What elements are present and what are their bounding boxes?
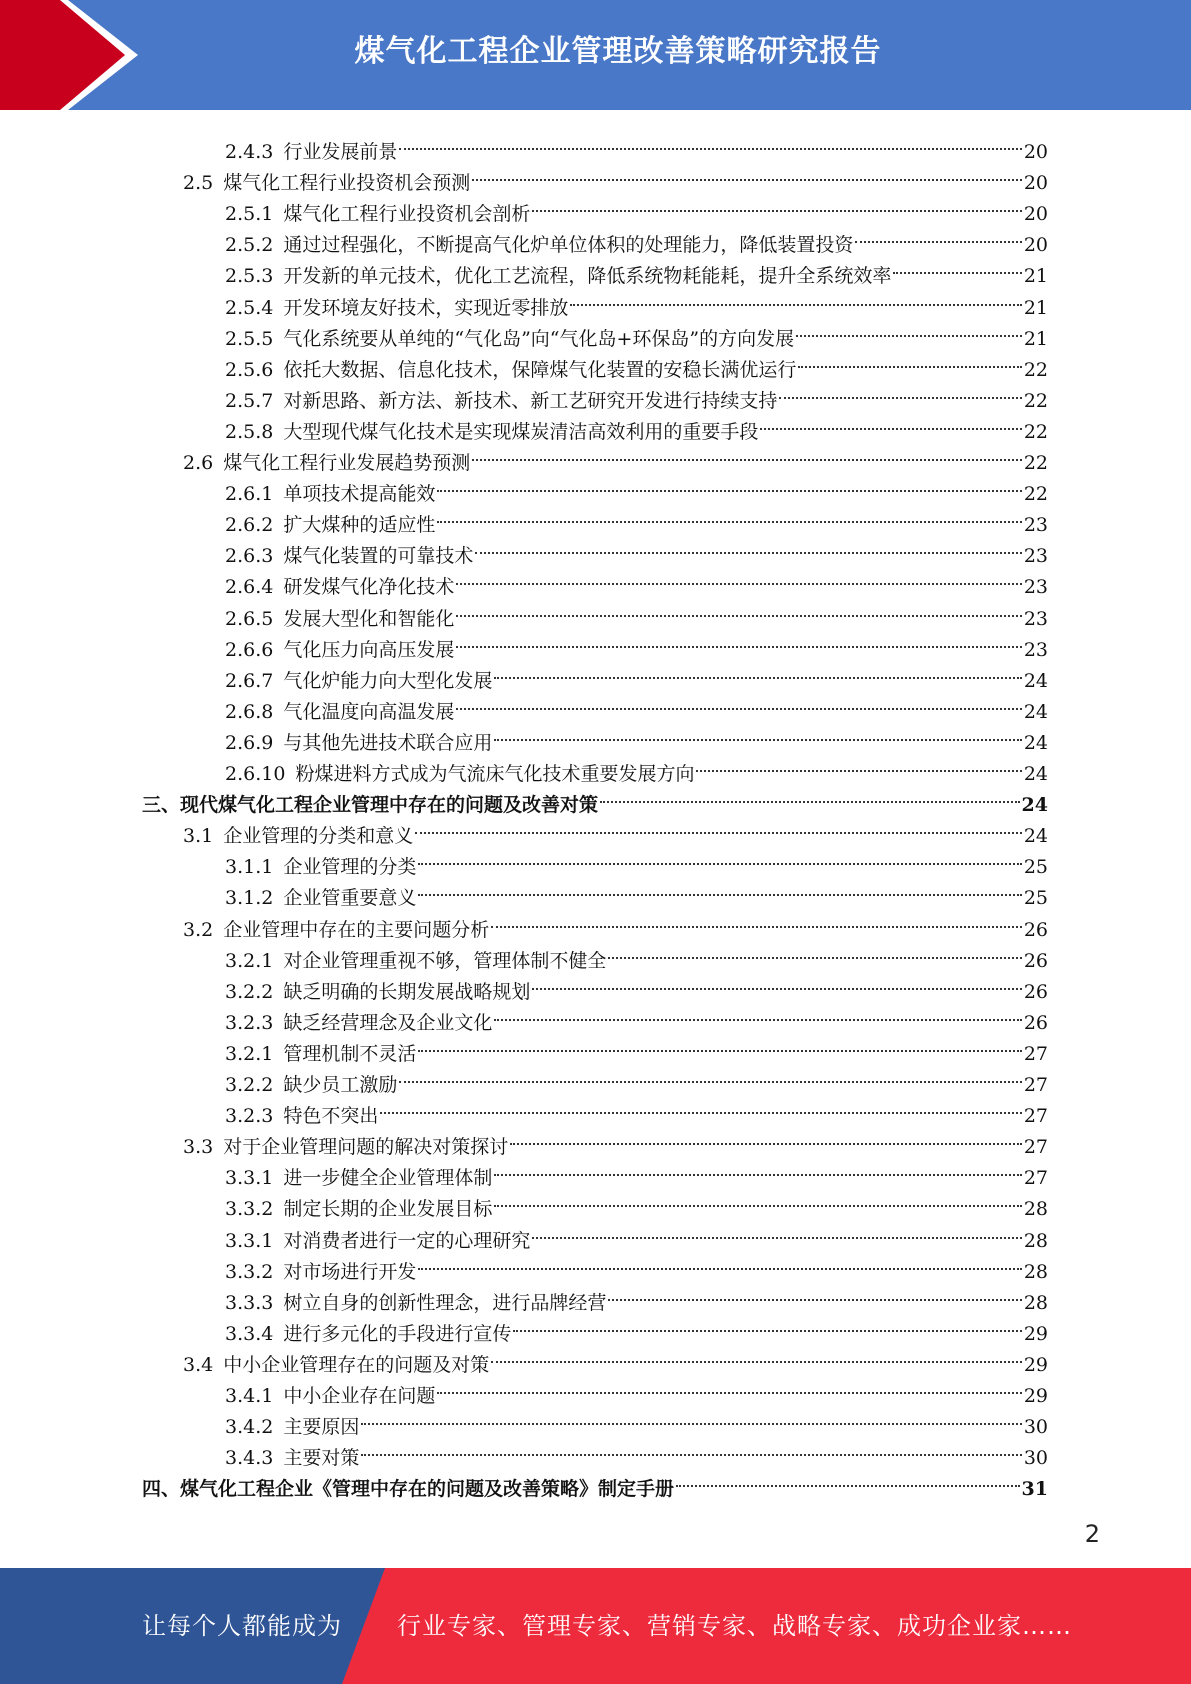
toc-dot-leader [456,625,1021,656]
toc-entry-number: 3.3.2 [225,1198,274,1221]
toc-subsection-entry[interactable] [225,407,1048,443]
toc-dot-leader [532,1216,1021,1247]
toc-dot-leader [510,1122,1022,1153]
toc-entry-number: 3.4.3 [225,1447,274,1470]
toc-dot-leader [418,1247,1021,1278]
toc-subsection-entry[interactable] [225,1402,1048,1439]
toc-entry-title: 煤气化工程行业投资机会剖析 [283,203,531,226]
toc-subsection-entry[interactable] [225,469,1048,506]
toc-subsection-entry[interactable] [225,718,1048,754]
toc-dot-leader [472,438,1022,469]
toc-entry-page: 22 [1023,358,1048,381]
toc-entry-number: 2.6.7 [225,669,274,692]
toc-entry-number: 3.3.4 [225,1322,274,1345]
toc-entry-number: 3.3.3 [225,1291,274,1314]
toc-section-entry[interactable] [183,158,1048,195]
toc-subsection-entry[interactable] [225,1433,1048,1470]
toc-entry-number: 2.5.7 [225,389,274,412]
toc-subsection-entry[interactable] [225,1060,1048,1096]
toc-entry-page: 29 [1023,1322,1048,1345]
toc-entry-title: 煤气化装置的可靠技术 [283,545,474,568]
toc-entry-number: 2.5.3 [225,265,274,288]
toc-entry-page: 24 [1021,794,1048,817]
toc-entry-title: 对于企业管理问题的解决对策探讨 [223,1136,509,1159]
toc-entry-title: 粉煤进料方式成为气流床气化技术重要发展方向 [295,763,695,785]
toc-entry-page: 20 [1023,234,1048,257]
toc-dot-leader [494,656,1021,687]
toc-entry-number: 2.5.1 [225,203,274,226]
toc-chapter-entry[interactable] [142,780,1048,817]
toc-entry-title: 气化系统要从单纯的“气化岛”向“气化岛+环保岛”的方向发展 [283,327,795,350]
footer-slogan-left: 让每个人都能成为 [142,1612,342,1640]
toc-entry-title: 缺乏明确的长期发展战略规划 [283,980,531,1003]
toc-entry-page: 21 [1023,296,1048,319]
toc-entry-page: 21 [1023,327,1048,350]
toc-subsection-entry[interactable] [225,749,1048,785]
toc-entry-number: 2.6.8 [225,700,274,723]
toc-subsection-entry[interactable] [225,594,1048,630]
toc-dot-leader [696,749,1021,780]
toc-entry-number: 2.6.9 [225,731,274,754]
toc-entry-number: 2.6.2 [225,514,274,537]
toc-dot-leader [494,1153,1021,1184]
toc-entry-page: 26 [1023,949,1048,972]
toc-subsection-entry[interactable] [225,842,1048,879]
toc-section-entry[interactable] [183,1340,1048,1376]
toc-entry-number: 3.2.1 [225,949,274,972]
toc-entry-title: 依托大数据、信息化技术，保障煤气化装置的安稳长满优运行 [283,358,797,381]
toc-entry-page: 29 [1023,1353,1048,1376]
toc-dot-leader [676,1464,1020,1495]
toc-subsection-entry[interactable] [225,562,1048,599]
toc-subsection-entry[interactable] [225,376,1048,412]
toc-entry-page: 27 [1023,1042,1048,1065]
toc-entry-page: 27 [1023,1105,1048,1128]
toc-entry-title: 与其他先进技术联合应用 [283,731,493,754]
toc-entry-page: 21 [1023,265,1048,288]
toc-entry-page: 24 [1023,700,1048,723]
toc-entry-number: 3.4.1 [225,1385,274,1407]
toc-entry-title: 中小企业存在问题 [283,1385,436,1407]
toc-subsection-entry[interactable] [225,936,1048,972]
toc-dot-leader [472,158,1022,189]
toc-entry-number: 2.6.4 [225,576,274,599]
toc-entry-page: 22 [1023,452,1048,474]
toc-dot-leader [608,1278,1021,1309]
toc-entry-number: 2.5.2 [225,234,274,257]
toc-dot-leader [532,967,1021,998]
toc-entry-number: 2.6 [183,452,214,474]
toc-entry-page: 24 [1023,825,1048,848]
toc-entry-number: 2.5.4 [225,296,274,319]
toc-dot-leader [399,1060,1021,1091]
toc-dot-leader [491,905,1022,936]
toc-entry-page: 31 [1021,1478,1048,1501]
toc-entry-title: 煤气化工程行业发展趋势预测 [223,452,471,474]
toc-entry-page: 28 [1023,1198,1048,1221]
toc-section-entry[interactable] [183,1122,1048,1159]
toc-entry-number: 3.1.1 [225,856,274,879]
toc-dot-leader [796,314,1022,345]
toc-subsection-entry[interactable] [225,314,1048,350]
toc-dot-leader [570,283,1021,314]
toc-dot-leader [893,251,1021,282]
toc-entry-title: 缺少员工激励 [283,1074,398,1096]
toc-entry-number: 3.1 [183,825,214,848]
toc-subsection-entry[interactable] [225,998,1048,1034]
toc-entry-title: 气化温度向高温发展 [283,700,455,723]
toc-entry-number: 四、 [142,1478,181,1501]
toc-dot-leader [380,1091,1021,1122]
toc-dot-leader [513,1309,1021,1340]
toc-section-entry[interactable] [183,811,1048,848]
toc-entry-page: 30 [1023,1416,1048,1439]
toc-entry-page: 24 [1023,731,1048,754]
toc-entry-page: 23 [1023,545,1048,568]
toc-entry-title: 企业管理的分类和意义 [223,825,414,848]
toc-entry-number: 2.5.5 [225,327,274,350]
toc-entry-page: 23 [1023,607,1048,630]
toc-entry-number: 3.3 [183,1136,214,1159]
toc-dot-leader [494,998,1021,1029]
toc-subsection-entry[interactable] [225,1247,1048,1283]
toc-dot-leader [456,594,1021,625]
toc-entry-number: 2.6.1 [225,483,274,506]
toc-subsection-entry[interactable] [225,127,1048,163]
toc-entry-page: 25 [1023,887,1048,910]
toc-entry-title: 煤气化工程企业《管理中存在的问题及改善策略》制定手册 [180,1478,675,1501]
toc-entry-number: 3.3.1 [225,1229,274,1252]
toc-entry-title: 气化炉能力向大型化发展 [283,669,493,692]
toc-entry-number: 2.5.8 [225,420,274,443]
toc-entry-title: 企业管理的分类 [283,856,417,879]
toc-entry-title: 开发环境友好技术，实现近零排放 [283,296,569,319]
toc-entry-number: 2.5 [183,172,214,195]
toc-subsection-entry[interactable] [225,1278,1048,1314]
toc-entry-page: 20 [1023,172,1048,195]
toc-subsection-entry[interactable] [225,251,1048,288]
toc-entry-title: 制定长期的企业发展目标 [283,1198,493,1221]
toc-dot-leader [437,1371,1021,1402]
toc-entry-title: 研发煤气化净化技术 [283,576,455,599]
toc-entry-number: 3.1.2 [225,887,274,910]
toc-entry-title: 中小企业管理存在的问题及对策 [223,1353,490,1376]
page-header [0,0,1191,110]
toc-entry-page: 20 [1023,203,1048,226]
toc-subsection-entry[interactable] [225,1371,1048,1407]
toc-subsection-entry[interactable] [225,1216,1048,1252]
toc-dot-leader [532,189,1021,220]
toc-entry-title: 行业发展前景 [283,141,398,163]
toc-entry-number: 2.6.10 [225,763,286,785]
toc-subsection-entry[interactable] [225,345,1048,381]
toc-dot-leader [437,469,1021,500]
toc-entry-page: 27 [1023,1136,1048,1159]
toc-dot-leader [600,780,1020,811]
toc-entry-title: 进行多元化的手段进行宣传 [283,1322,512,1345]
toc-entry-number: 3.2.2 [225,980,274,1003]
toc-entry-title: 发展大型化和智能化 [283,607,455,630]
toc-entry-page: 23 [1023,514,1048,537]
page-footer [0,1568,1191,1684]
toc-entry-title: 管理机制不灵活 [283,1042,417,1065]
toc-entry-title: 主要原因 [283,1416,360,1439]
toc-subsection-entry[interactable] [225,625,1048,661]
toc-dot-leader [779,376,1021,407]
toc-entry-number: 2.6.3 [225,545,274,568]
toc-entry-page: 26 [1023,918,1048,941]
toc-subsection-entry[interactable] [225,1091,1048,1128]
toc-dot-leader [399,127,1021,158]
toc-entry-title: 扩大煤种的适应性 [283,514,436,537]
toc-entry-page: 28 [1023,1260,1048,1283]
toc-dot-leader [456,687,1021,718]
toc-entry-number: 3.4 [183,1353,214,1376]
toc-dot-leader [760,407,1021,438]
toc-dot-leader [437,500,1021,531]
toc-subsection-entry[interactable] [225,1153,1048,1190]
toc-entry-title: 树立自身的创新性理念，进行品牌经营 [283,1291,607,1314]
toc-entry-page: 23 [1023,638,1048,661]
toc-entry-number: 2.5.6 [225,358,274,381]
toc-section-entry[interactable] [183,905,1048,941]
toc-entry-number: 3.2.3 [225,1105,274,1128]
footer-slogan-right: 行业专家、管理专家、营销专家、战略专家、成功企业家…… [397,1612,1072,1640]
toc-entry-title: 现代煤气化工程企业管理中存在的问题及改善对策 [180,794,599,817]
toc-subsection-entry[interactable] [225,687,1048,723]
toc-entry-title: 进一步健全企业管理体制 [283,1167,493,1190]
toc-entry-title: 开发新的单元技术，优化工艺流程，降低系统物耗能耗，提升全系统效率 [283,265,892,288]
toc-subsection-entry[interactable] [225,531,1048,568]
toc-entry-page: 22 [1023,420,1048,443]
toc-entry-number: 3.2.1 [225,1042,274,1065]
toc-subsection-entry[interactable] [225,1309,1048,1345]
toc-entry-page: 26 [1023,1011,1048,1034]
toc-dot-leader [494,1184,1021,1215]
toc-entry-number: 3.3.1 [225,1167,274,1190]
toc-subsection-entry[interactable] [225,1029,1048,1065]
toc-entry-number: 3.4.2 [225,1416,274,1439]
toc-subsection-entry[interactable] [225,220,1048,257]
page-number: 2 [1084,1520,1100,1548]
toc-dot-leader [418,873,1021,904]
toc-entry-page: 25 [1023,856,1048,879]
toc-subsection-entry[interactable] [225,1184,1048,1221]
toc-dot-leader [361,1433,1021,1464]
toc-entry-page: 22 [1023,389,1048,412]
toc-dot-leader [855,220,1021,251]
toc-dot-leader [456,562,1021,593]
toc-subsection-entry[interactable] [225,656,1048,692]
toc-entry-page: 20 [1023,141,1048,163]
toc-entry-page: 27 [1023,1167,1048,1190]
toc-dot-leader [418,842,1021,873]
toc-entry-page: 24 [1023,763,1048,785]
toc-entry-title: 大型现代煤气化技术是实现煤炭清洁高效利用的重要手段 [283,420,759,443]
toc-entry-number: 3.2 [183,918,214,941]
toc-entry-title: 煤气化工程行业投资机会预测 [223,172,471,195]
toc-dot-leader [494,718,1021,749]
toc-subsection-entry[interactable] [225,967,1048,1003]
toc-entry-title: 特色不突出 [283,1105,379,1128]
toc-entry-number: 3.2.2 [225,1074,274,1096]
toc-dot-leader [475,531,1021,562]
toc-entry-page: 24 [1023,669,1048,692]
toc-entry-page: 30 [1023,1447,1048,1470]
toc-entry-title: 对企业管理重视不够，管理体制不健全 [283,949,607,972]
toc-entry-number: 三、 [142,794,181,817]
toc-dot-leader [798,345,1021,376]
toc-chapter-entry[interactable] [142,1464,1048,1501]
toc-entry-number: 3.2.3 [225,1011,274,1034]
toc-subsection-entry[interactable] [225,500,1048,537]
toc-entry-number: 2.6.6 [225,638,274,661]
toc-entry-title: 气化压力向高压发展 [283,638,455,661]
toc-entry-title: 企业管重要意义 [283,887,417,910]
toc-dot-leader [361,1402,1021,1433]
toc-entry-page: 23 [1023,576,1048,599]
toc-entry-title: 对市场进行开发 [283,1260,417,1283]
toc-entry-title: 通过过程强化，不断提高气化炉单位体积的处理能力，降低装置投资 [283,234,854,257]
toc-subsection-entry[interactable] [225,873,1048,910]
toc-entry-title: 对消费者进行一定的心理研究 [283,1229,531,1252]
toc-entry-title: 主要对策 [283,1447,360,1470]
toc-entry-page: 22 [1023,483,1048,506]
toc-entry-title: 对新思路、新方法、新技术、新工艺研究开发进行持续支持 [283,389,778,412]
toc-dot-leader [491,1340,1022,1371]
toc-entry-title: 单项技术提高能效 [283,483,436,506]
toc-dot-leader [608,936,1021,967]
toc-entry-number: 2.6.5 [225,607,274,630]
toc-entry-page: 27 [1023,1074,1048,1096]
toc-entry-page: 29 [1023,1385,1048,1407]
toc-subsection-entry[interactable] [225,189,1048,226]
toc-entry-page: 26 [1023,980,1048,1003]
toc-dot-leader [415,811,1022,842]
toc-entry-number: 2.4.3 [225,141,274,163]
toc-entry-number: 3.3.2 [225,1260,274,1283]
toc-entry-page: 28 [1023,1229,1048,1252]
toc-entry-title: 缺乏经营理念及企业文化 [283,1011,493,1034]
toc-entry-title: 企业管理中存在的主要问题分析 [223,918,490,941]
toc-dot-leader [418,1029,1021,1060]
toc-entry-page: 28 [1023,1291,1048,1314]
report-title: 煤气化工程企业管理改善策略研究报告 [354,34,882,69]
toc-section-entry[interactable] [183,438,1048,474]
toc-subsection-entry[interactable] [225,283,1048,319]
